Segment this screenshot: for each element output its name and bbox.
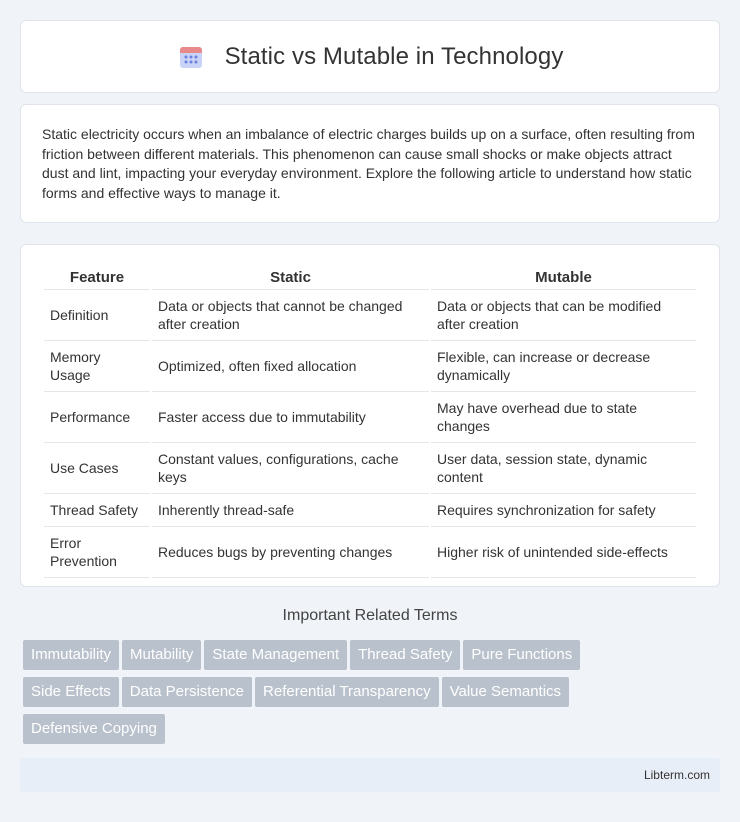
calendar-grid-icon <box>177 43 205 71</box>
cell-static: Reduces bugs by preventing changes <box>152 527 429 578</box>
cell-mutable: User data, session state, dynamic content <box>431 443 696 494</box>
cell-static: Constant values, configurations, cache keys <box>152 443 429 494</box>
table-row <box>44 443 696 494</box>
table-row <box>44 527 696 578</box>
footer-site-link[interactable]: Libterm.com <box>643 768 710 782</box>
header-mutable: Mutable <box>431 263 696 290</box>
cell-static: Inherently thread-safe <box>152 494 429 527</box>
cell-static: Data or objects that cannot be changed after creation <box>152 290 429 341</box>
cell-feature: Performance <box>44 392 150 443</box>
footer <box>20 758 720 792</box>
tag-immutability[interactable]: Immutability <box>23 640 119 670</box>
table-header-row <box>44 263 696 290</box>
tag-pure-functions[interactable]: Pure Functions <box>463 640 580 670</box>
cell-mutable: Data or objects that can be modified after creation <box>431 290 696 341</box>
related-terms-heading: Important Related Terms <box>282 607 458 624</box>
table-row <box>44 392 696 443</box>
tag-value-semantics[interactable]: Value Semantics <box>442 677 569 707</box>
table-row <box>44 494 696 527</box>
title-card <box>20 20 720 93</box>
comparison-table <box>42 263 698 578</box>
related-terms-tags <box>23 640 723 751</box>
cell-mutable: Higher risk of unintended side-effects <box>431 527 696 578</box>
table-row <box>44 290 696 341</box>
cell-mutable: Requires synchronization for safety <box>431 494 696 527</box>
cell-feature: Memory Usage <box>44 341 150 392</box>
page-title: Static vs Mutable in Technology <box>224 42 564 70</box>
header-feature: Feature <box>44 263 150 290</box>
tag-defensive-copying[interactable]: Defensive Copying <box>23 714 165 744</box>
header-static: Static <box>152 263 429 290</box>
cell-mutable: Flexible, can increase or decrease dynamically <box>431 341 696 392</box>
comparison-table-card <box>20 244 720 587</box>
table-row <box>44 341 696 392</box>
tag-data-persistence[interactable]: Data Persistence <box>122 677 252 707</box>
cell-static: Optimized, often fixed allocation <box>152 341 429 392</box>
tag-thread-safety[interactable]: Thread Safety <box>350 640 460 670</box>
intro-text: Static electricity occurs when an imbalance of electric charges builds up on a surface, often resulting from friction between different materials. This phenomenon can cause small shocks or make objects attract dust and lint, impacting your everyday environment. Explore the following article to understand how static forms and effective ways to manage it. <box>42 126 695 201</box>
cell-feature: Thread Safety <box>44 494 150 527</box>
tag-side-effects[interactable]: Side Effects <box>23 677 119 707</box>
intro-card <box>20 104 720 223</box>
tag-referential-transparency[interactable]: Referential Transparency <box>255 677 439 707</box>
cell-feature: Definition <box>44 290 150 341</box>
cell-static: Faster access due to immutability <box>152 392 429 443</box>
cell-mutable: May have overhead due to state changes <box>431 392 696 443</box>
tag-mutability[interactable]: Mutability <box>122 640 201 670</box>
tag-state-management[interactable]: State Management <box>204 640 347 670</box>
cell-feature: Error Prevention <box>44 527 150 578</box>
cell-feature: Use Cases <box>44 443 150 494</box>
